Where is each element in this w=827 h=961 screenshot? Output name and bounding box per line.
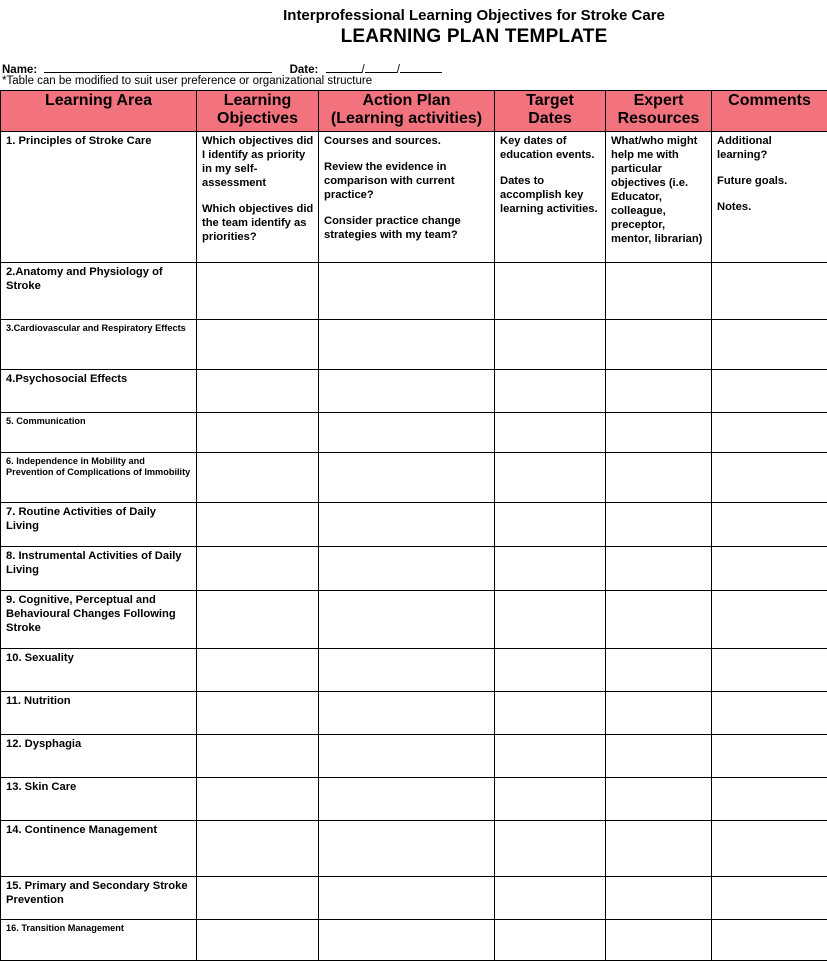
target-dates-cell[interactable] bbox=[495, 547, 606, 591]
objectives-cell[interactable] bbox=[197, 649, 319, 692]
expert-resources-cell[interactable] bbox=[606, 503, 712, 547]
objectives-cell[interactable] bbox=[197, 547, 319, 591]
target-dates-cell[interactable] bbox=[495, 649, 606, 692]
expert-resources-cell[interactable] bbox=[606, 821, 712, 877]
action-plan-cell[interactable]: Courses and sources. Review the evidence in comparison with current practice? Consider practice change strategies with my team? bbox=[319, 132, 495, 263]
comments-cell[interactable] bbox=[712, 503, 827, 547]
document-subtitle: LEARNING PLAN TEMPLATE bbox=[0, 26, 827, 48]
header-target-dates: Target Dates bbox=[495, 91, 606, 132]
expert-resources-cell[interactable] bbox=[606, 547, 712, 591]
table-row bbox=[1, 263, 827, 320]
action-plan-cell[interactable] bbox=[319, 821, 495, 877]
document-title: Interprofessional Learning Objectives for Stroke Care bbox=[0, 7, 827, 25]
target-dates-cell[interactable] bbox=[495, 821, 606, 877]
table-row bbox=[1, 692, 827, 735]
table-row bbox=[1, 735, 827, 778]
comments-cell[interactable] bbox=[712, 821, 827, 877]
table-row bbox=[1, 778, 827, 821]
name-label: Name: bbox=[2, 64, 37, 76]
action-plan-cell[interactable] bbox=[319, 920, 495, 961]
action-plan-cell[interactable] bbox=[319, 692, 495, 735]
comments-cell[interactable] bbox=[712, 320, 827, 370]
table-row bbox=[1, 320, 827, 370]
date-separator: / bbox=[362, 64, 365, 76]
name-field[interactable] bbox=[44, 62, 272, 73]
learning-area-cell: 10. Sexuality bbox=[1, 649, 197, 692]
action-plan-cell[interactable] bbox=[319, 503, 495, 547]
expert-resources-cell[interactable] bbox=[606, 263, 712, 320]
header-comments: Comments bbox=[712, 91, 827, 132]
expert-resources-cell[interactable] bbox=[606, 453, 712, 503]
objectives-cell[interactable] bbox=[197, 692, 319, 735]
action-plan-cell[interactable] bbox=[319, 453, 495, 503]
target-dates-cell[interactable] bbox=[495, 503, 606, 547]
action-plan-cell[interactable] bbox=[319, 778, 495, 821]
learning-area-cell: 9. Cognitive, Perceptual and Behavioural Changes Following Stroke bbox=[1, 591, 197, 649]
comments-cell[interactable]: Additional learning? Future goals. Notes. bbox=[712, 132, 827, 263]
table-row bbox=[1, 503, 827, 547]
table-row bbox=[1, 413, 827, 453]
action-plan-cell[interactable] bbox=[319, 320, 495, 370]
objectives-cell[interactable] bbox=[197, 920, 319, 961]
table-row bbox=[1, 453, 827, 503]
comments-cell[interactable] bbox=[712, 413, 827, 453]
comments-cell[interactable] bbox=[712, 920, 827, 961]
table-row bbox=[1, 132, 827, 263]
table-row bbox=[1, 649, 827, 692]
action-plan-cell[interactable] bbox=[319, 547, 495, 591]
target-dates-cell[interactable] bbox=[495, 735, 606, 778]
comments-cell[interactable] bbox=[712, 370, 827, 413]
expert-resources-cell[interactable] bbox=[606, 920, 712, 961]
learning-area-cell: 13. Skin Care bbox=[1, 778, 197, 821]
target-dates-cell[interactable] bbox=[495, 877, 606, 920]
learning-area-cell: 16. Transition Management bbox=[1, 920, 197, 961]
target-dates-cell[interactable] bbox=[495, 692, 606, 735]
action-plan-cell[interactable] bbox=[319, 413, 495, 453]
expert-resources-cell[interactable] bbox=[606, 413, 712, 453]
target-dates-cell[interactable] bbox=[495, 413, 606, 453]
objectives-cell[interactable] bbox=[197, 735, 319, 778]
table-row bbox=[1, 547, 827, 591]
objectives-cell[interactable] bbox=[197, 320, 319, 370]
expert-resources-cell[interactable] bbox=[606, 735, 712, 778]
action-plan-cell[interactable] bbox=[319, 877, 495, 920]
header-expert-resources: Expert Resources bbox=[606, 91, 712, 132]
expert-resources-cell[interactable] bbox=[606, 649, 712, 692]
comments-cell[interactable] bbox=[712, 263, 827, 320]
learning-area-cell: 2.Anatomy and Physiology of Stroke bbox=[1, 263, 197, 320]
date-label: Date: bbox=[290, 64, 319, 76]
table-row bbox=[1, 877, 827, 920]
table-note: *Table can be modified to suit user preference or organizational structure bbox=[2, 75, 372, 88]
date-field-month[interactable] bbox=[365, 62, 397, 73]
objectives-cell[interactable]: Which objectives did I identify as priority in my self-assessment Which objectives did the team identify as priorities? bbox=[197, 132, 319, 263]
action-plan-cell[interactable] bbox=[319, 591, 495, 649]
expert-resources-cell[interactable] bbox=[606, 692, 712, 735]
expert-resources-cell[interactable] bbox=[606, 370, 712, 413]
comments-cell[interactable] bbox=[712, 591, 827, 649]
objectives-cell[interactable] bbox=[197, 503, 319, 547]
objectives-cell[interactable] bbox=[197, 263, 319, 320]
target-dates-cell[interactable] bbox=[495, 370, 606, 413]
learning-area-cell: 6. Independence in Mobility and Prevention of Complications of Immobility bbox=[1, 453, 197, 503]
comments-cell[interactable] bbox=[712, 547, 827, 591]
target-dates-cell[interactable] bbox=[495, 778, 606, 821]
comments-cell[interactable] bbox=[712, 735, 827, 778]
comments-cell[interactable] bbox=[712, 453, 827, 503]
learning-area-cell: 7. Routine Activities of Daily Living bbox=[1, 503, 197, 547]
learning-area-cell: 8. Instrumental Activities of Daily Living bbox=[1, 547, 197, 591]
target-dates-cell[interactable] bbox=[495, 591, 606, 649]
expert-resources-cell[interactable] bbox=[606, 591, 712, 649]
date-field-year[interactable] bbox=[400, 62, 442, 73]
action-plan-cell[interactable] bbox=[319, 370, 495, 413]
table-row bbox=[1, 370, 827, 413]
learning-area-cell: 12. Dysphagia bbox=[1, 735, 197, 778]
header-action-plan: Action Plan (Learning activities) bbox=[319, 91, 495, 132]
learning-area-cell: 15. Primary and Secondary Stroke Prevention bbox=[1, 877, 197, 920]
date-field-day[interactable] bbox=[326, 62, 362, 73]
comments-cell[interactable] bbox=[712, 692, 827, 735]
target-dates-cell[interactable]: Key dates of education events. Dates to accomplish key learning activities. bbox=[495, 132, 606, 263]
learning-area-cell: 5. Communication bbox=[1, 413, 197, 453]
learning-plan-table bbox=[0, 90, 827, 961]
learning-area-cell: 4.Psychosocial Effects bbox=[1, 370, 197, 413]
objectives-cell[interactable] bbox=[197, 821, 319, 877]
table-row bbox=[1, 920, 827, 961]
objectives-cell[interactable] bbox=[197, 591, 319, 649]
learning-area-cell: 14. Continence Management bbox=[1, 821, 197, 877]
objectives-cell[interactable] bbox=[197, 453, 319, 503]
table-header-row bbox=[1, 91, 827, 132]
learning-area-cell: 11. Nutrition bbox=[1, 692, 197, 735]
target-dates-cell[interactable] bbox=[495, 920, 606, 961]
expert-resources-cell[interactable] bbox=[606, 320, 712, 370]
header-learning-objectives: Learning Objectives bbox=[197, 91, 319, 132]
action-plan-cell[interactable] bbox=[319, 735, 495, 778]
header-learning-area: Learning Area bbox=[1, 91, 197, 132]
objectives-cell[interactable] bbox=[197, 413, 319, 453]
target-dates-cell[interactable] bbox=[495, 320, 606, 370]
learning-area-cell: 1. Principles of Stroke Care bbox=[1, 132, 197, 263]
comments-cell[interactable] bbox=[712, 649, 827, 692]
date-separator: / bbox=[397, 64, 400, 76]
objectives-cell[interactable] bbox=[197, 370, 319, 413]
comments-cell[interactable] bbox=[712, 877, 827, 920]
action-plan-cell[interactable] bbox=[319, 263, 495, 320]
expert-resources-cell[interactable] bbox=[606, 877, 712, 920]
expert-resources-cell[interactable] bbox=[606, 778, 712, 821]
learning-area-cell: 3.Cardiovascular and Respiratory Effects bbox=[1, 320, 197, 370]
action-plan-cell[interactable] bbox=[319, 649, 495, 692]
objectives-cell[interactable] bbox=[197, 778, 319, 821]
objectives-cell[interactable] bbox=[197, 877, 319, 920]
target-dates-cell[interactable] bbox=[495, 263, 606, 320]
expert-resources-cell[interactable]: What/who might help me with particular objectives (i.e. Educator, colleague, preceptor, mentor, librarian) bbox=[606, 132, 712, 263]
target-dates-cell[interactable] bbox=[495, 453, 606, 503]
comments-cell[interactable] bbox=[712, 778, 827, 821]
table-row bbox=[1, 821, 827, 877]
table-row bbox=[1, 591, 827, 649]
